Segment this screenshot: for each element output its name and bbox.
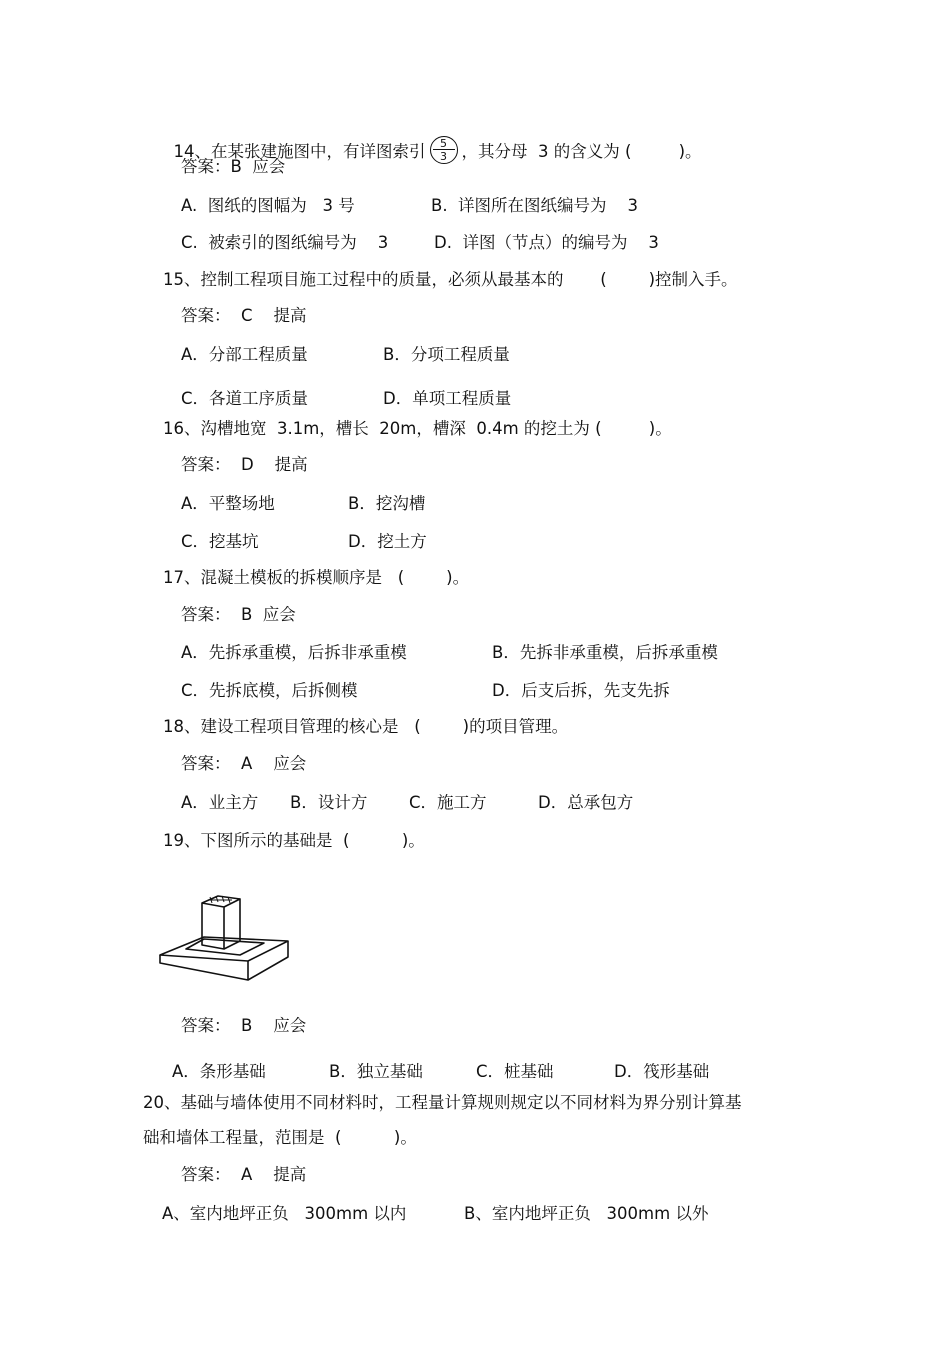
option-18-a: A．业主方 xyxy=(181,793,259,812)
question-17: 17、混凝土模板的拆模顺序是 ( )。 xyxy=(163,568,470,587)
option-18-c: C．施工方 xyxy=(409,793,487,812)
option-19-b: B．独立基础 xyxy=(329,1062,423,1081)
option-20-b: B、室内地坪正负 300mm 以外 xyxy=(464,1204,709,1223)
answer-17: 答案： B 应会 xyxy=(181,605,296,624)
answer-14: 答案：B 应会 xyxy=(181,157,286,176)
option-17-c: C．先拆底模，后拆侧模 xyxy=(181,681,358,700)
isolated-foundation-figure xyxy=(156,885,296,985)
option-19-d: D．筏形基础 xyxy=(614,1062,710,1081)
answer-18: 答案： A 应会 xyxy=(181,754,307,773)
option-15-d: D．单项工程质量 xyxy=(383,389,512,408)
option-14-a: A. 图纸的图幅为 3 号 xyxy=(181,196,355,215)
question-14-text-after: ，其分母 3 的含义为 ( )。 xyxy=(461,142,702,161)
answer-15: 答案： C 提高 xyxy=(181,306,307,325)
option-16-a: A．平整场地 xyxy=(181,494,275,513)
option-20-a: A、室内地坪正负 300mm 以内 xyxy=(162,1204,407,1223)
answer-16: 答案： D 提高 xyxy=(181,455,308,474)
question-15: 15、控制工程项目施工过程中的质量，必须从最基本的 ( )控制入手。 xyxy=(163,270,738,289)
option-16-b: B．挖沟槽 xyxy=(348,494,426,513)
option-14-b: B. 详图所在图纸编号为 3 xyxy=(431,196,639,215)
answer-19: 答案： B 应会 xyxy=(181,1016,307,1035)
option-15-a: A．分部工程质量 xyxy=(181,345,308,364)
question-20-line-1: 20、基础与墙体使用不同材料时，工程量计算规则规定以不同材料为界分别计算基 xyxy=(143,1093,742,1112)
question-14-text-before: 14、在某张建施图中，有详图索引 xyxy=(173,142,426,161)
option-17-d: D．后支后拆，先支先拆 xyxy=(492,681,670,700)
question-19: 19、下图所示的基础是 ( )。 xyxy=(163,831,425,850)
symbol-denominator: 3 xyxy=(440,149,447,163)
detail-index-symbol xyxy=(430,136,458,164)
option-18-b: B．设计方 xyxy=(290,793,368,812)
option-15-b: B．分项工程质量 xyxy=(383,345,510,364)
symbol-numerator: 5 xyxy=(440,136,447,150)
question-18: 18、建设工程项目管理的核心是 ( )的项目管理。 xyxy=(163,717,569,736)
option-14-c: C. 被索引的图纸编号为 3 xyxy=(181,233,389,252)
answer-20: 答案： A 提高 xyxy=(181,1165,307,1184)
option-16-c: C．挖基坑 xyxy=(181,532,259,551)
option-15-c: C．各道工序质量 xyxy=(181,389,309,408)
question-20-line-2: 础和墙体工程量，范围是 ( )。 xyxy=(143,1128,417,1147)
option-19-a: A．条形基础 xyxy=(172,1062,266,1081)
option-14-d: D. 详图（节点）的编号为 3 xyxy=(434,233,659,252)
option-17-b: B．先拆非承重模，后拆承重模 xyxy=(492,643,718,662)
option-17-a: A．先拆承重模，后拆非承重模 xyxy=(181,643,407,662)
option-16-d: D．挖土方 xyxy=(348,532,427,551)
question-16: 16、沟槽地宽 3.1m，槽长 20m，槽深 0.4m 的挖土为 ( )。 xyxy=(163,419,672,438)
option-19-c: C．桩基础 xyxy=(476,1062,554,1081)
option-18-d: D．总承包方 xyxy=(538,793,634,812)
